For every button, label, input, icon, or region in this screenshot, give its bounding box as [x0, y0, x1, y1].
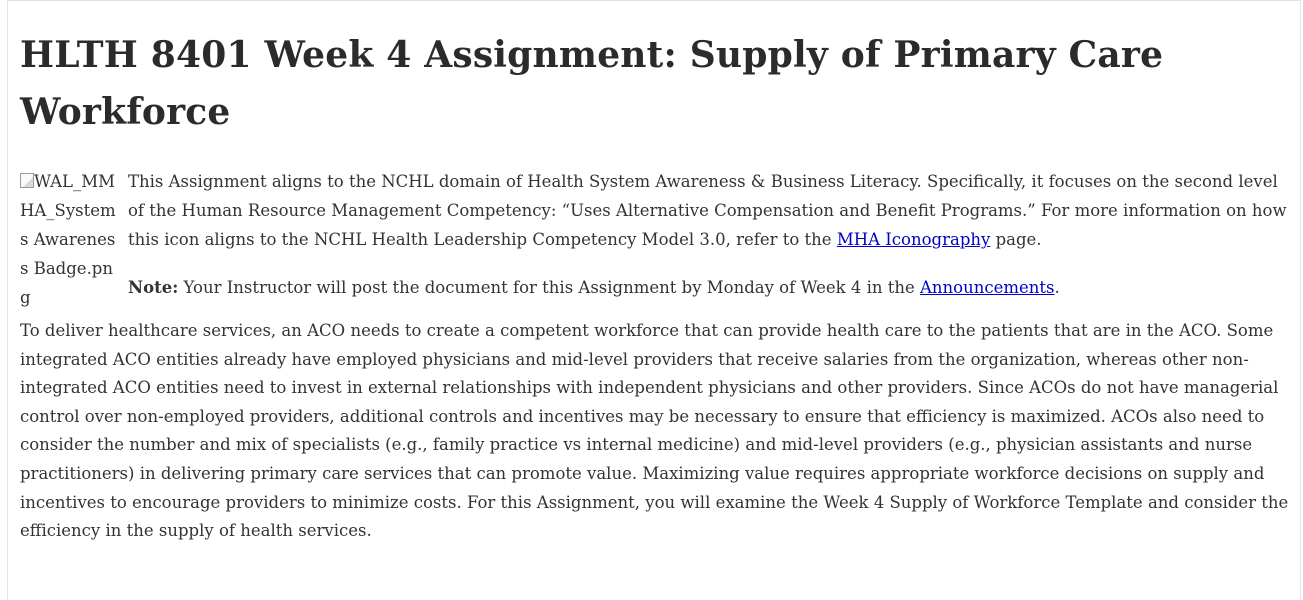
- announcements-link[interactable]: Announcements: [920, 278, 1055, 297]
- body-paragraph: To deliver healthcare services, an ACO needs to create a competent workforce that can provide health care to the patients that are in the ACO. Some integrated ACO entities already have employed physicians and mid-level providers that receive salaries from the organization, whereas other non-integrated ACO entities need to invest in external relationships with independent physicians and other providers. Since ACOs do not have managerial control over non-employed providers, additional controls and incentives may be necessary to ensure that efficiency is maximized. ACOs also need to consider the number and mix of specialists (e.g., family practice vs internal medicine) and mid-level providers (e.g., physician assistants and nurse practitioners) in delivering primary care services that can promote value. Maximizing value requires appropriate workforce decisions on supply and incentives to encourage providers to minimize costs. For this Assignment, you will examine the Week 4 Supply of Workforce Template and consider the efficiency in the supply of health services.: [20, 321, 1289, 541]
- note-label: Note:: [128, 278, 179, 297]
- intro-text-after: page.: [990, 230, 1042, 249]
- page-title: HLTH 8401 Week 4 Assignment: Supply of Primary Care Workforce: [20, 34, 1164, 133]
- broken-image-icon: [20, 173, 34, 188]
- note-text-after: .: [1054, 278, 1060, 297]
- badge-alt-text: WAL_MMHA_Systems Awareness Badge.png: [20, 172, 116, 307]
- mha-iconography-link[interactable]: MHA Iconography: [836, 230, 991, 249]
- article: [20, 0, 1290, 541]
- note-text-before: Your Instructor will post the document for this Assignment by Monday of Week 4 in the: [178, 278, 921, 297]
- note-paragraph: [128, 273, 1288, 302]
- intro-text-before: This Assignment aligns to the NCHL domain of Health System Awareness & Business Literacy. Specifically, it focuses on the second level of the Human Resource Management Competency: “Uses Alternative Compensation and Benefit Programs.” For more information on how this icon aligns to the NCHL Health Leadership Competency Model 3.0, refer to the: [128, 172, 1287, 249]
- badge-image: [20, 167, 118, 312]
- intro-section: [20, 167, 1290, 307]
- intro-paragraph: [128, 167, 1288, 254]
- intro-text: [128, 167, 1288, 302]
